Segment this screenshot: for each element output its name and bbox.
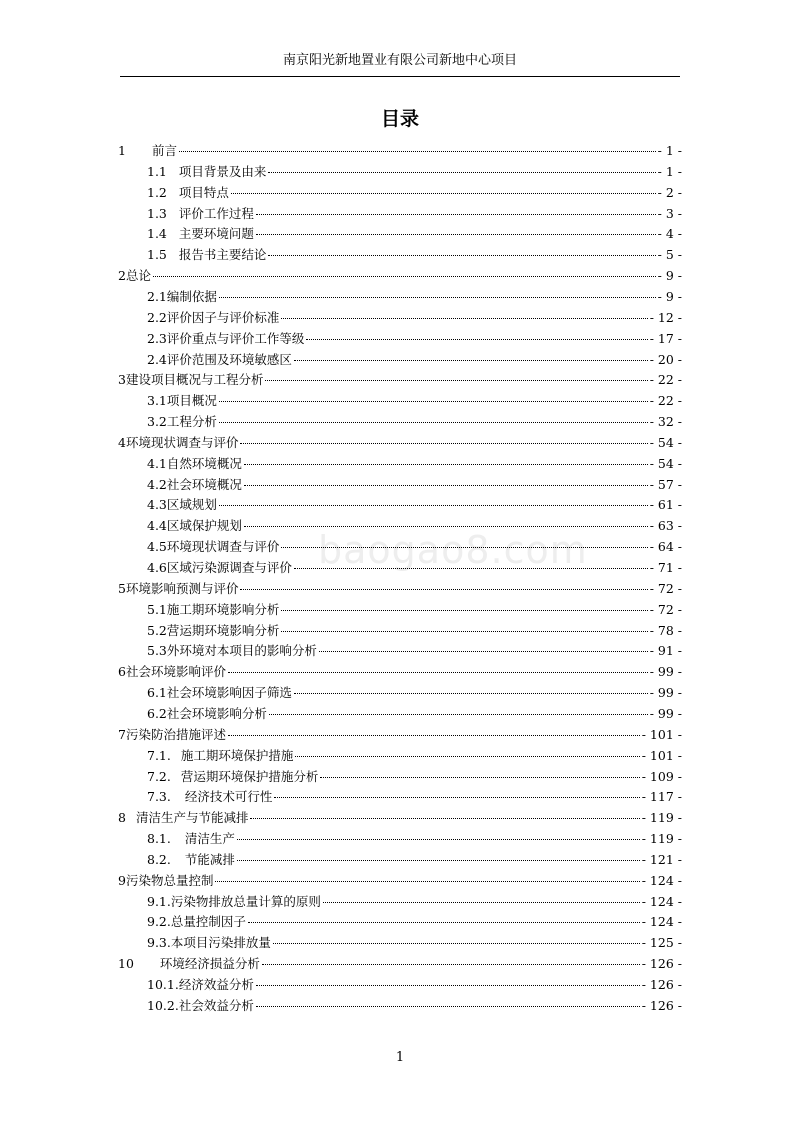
- toc-entry-label: [118, 808, 248, 828]
- toc-entry-page: - 124 -: [641, 914, 682, 930]
- toc-entry[interactable]: [147, 892, 682, 912]
- toc-entry-page: - 32 -: [649, 414, 682, 430]
- toc-dot-leader: [228, 735, 640, 736]
- toc-entry-page: - 1 -: [657, 163, 682, 179]
- toc-entry-title: 施工期环境保护措施: [180, 747, 294, 763]
- toc-dot-leader: [295, 756, 639, 757]
- toc-dot-leader: [294, 360, 648, 361]
- toc-entry-number: 9.3.: [147, 935, 171, 951]
- toc-entry-label: [147, 412, 217, 432]
- toc-dot-leader: [265, 380, 647, 381]
- toc-dot-leader: [281, 318, 647, 319]
- toc-entry-label: [118, 954, 260, 974]
- toc-dot-leader: [269, 714, 648, 715]
- toc-entry-number: 1.3: [147, 205, 167, 221]
- toc-entry[interactable]: [147, 641, 682, 661]
- toc-entry-label: [118, 871, 213, 891]
- toc-entry-title: 编制依据: [166, 288, 217, 304]
- toc-entry-page: - 78 -: [649, 622, 682, 638]
- toc-dot-leader: [237, 839, 640, 840]
- toc-entry[interactable]: [147, 350, 682, 370]
- toc-entry-number: 5.3: [147, 643, 167, 659]
- toc-entry-label: [147, 350, 292, 370]
- toc-entry[interactable]: [147, 767, 682, 787]
- toc-entry-label: [118, 370, 263, 390]
- toc-entry-label: [147, 454, 242, 474]
- toc-entry-page: - 9 -: [657, 268, 682, 284]
- toc-entry-label: [147, 829, 235, 849]
- toc-entry-label: [147, 621, 279, 641]
- toc-entry-page: - 64 -: [649, 539, 682, 555]
- toc-entry-number: 8.1.: [147, 831, 171, 847]
- toc-entry[interactable]: [147, 787, 682, 807]
- toc-entry-number: 7.1.: [147, 747, 171, 763]
- toc-entry-page: - 99 -: [649, 705, 682, 721]
- toc-entry[interactable]: [147, 996, 682, 1016]
- toc-entry-label: [147, 850, 235, 870]
- toc-entry-label: [147, 683, 292, 703]
- toc-dot-leader: [306, 339, 647, 340]
- toc-entry-title: 工程分析: [166, 414, 217, 430]
- toc-entry[interactable]: [147, 746, 682, 766]
- toc-entry[interactable]: [147, 850, 682, 870]
- toc-entry-number: 3: [118, 372, 126, 388]
- toc-entry-number: 2.4: [147, 351, 167, 367]
- toc-entry[interactable]: [118, 433, 682, 453]
- toc-dot-leader: [323, 902, 640, 903]
- toc-entry-title: 清洁生产: [184, 831, 235, 847]
- toc-entry-title: 污染防治措施评述: [125, 726, 226, 742]
- toc-entry-number: 6.2: [147, 705, 167, 721]
- toc-entry-title: 评价范围及环境敏感区: [166, 351, 292, 367]
- toc-entry-page: - 63 -: [649, 518, 682, 534]
- toc-entry-number: 1.4: [147, 226, 167, 242]
- toc-entry-page: - 126 -: [641, 997, 682, 1013]
- toc-entry-page: - 125 -: [641, 935, 682, 951]
- toc-entry[interactable]: [118, 871, 682, 891]
- toc-dot-leader: [237, 860, 640, 861]
- toc-entry-label: [147, 892, 321, 912]
- toc-entry-number: 4.1: [147, 455, 167, 471]
- toc-entry[interactable]: [147, 162, 682, 182]
- toc-entry-title: 清洁生产与节能减排: [135, 810, 249, 826]
- toc-entry-number: 9.2.: [147, 914, 171, 930]
- toc-dot-leader: [256, 234, 656, 235]
- toc-entry-title: 社会环境概况: [166, 476, 242, 492]
- toc-entry-label: [147, 475, 242, 495]
- toc-entry-page: - 72 -: [649, 601, 682, 617]
- toc-entry-title: 环境现状调查与评价: [166, 539, 280, 555]
- toc-entry-title: 区域规划: [166, 497, 217, 513]
- toc-entry-page: - 22 -: [649, 393, 682, 409]
- toc-entry-title: 评价重点与评价工作等级: [166, 330, 305, 346]
- toc-entry-label: [147, 933, 271, 953]
- toc-entry-title: 项目背景及由来: [178, 163, 267, 179]
- toc-entry[interactable]: [147, 537, 682, 557]
- toc-dot-leader: [294, 568, 648, 569]
- toc-entry-page: - 121 -: [641, 851, 682, 867]
- toc-entry-page: - 124 -: [641, 872, 682, 888]
- toc-dot-leader: [215, 881, 639, 882]
- toc-entry-title: 外环境对本项目的影响分析: [166, 643, 317, 659]
- toc-entry-number: 10.2.: [147, 997, 179, 1013]
- toc-entry[interactable]: [147, 475, 682, 495]
- toc-entry[interactable]: [118, 808, 682, 828]
- toc-dot-leader: [153, 276, 656, 277]
- toc-entry-title: 评价因子与评价标准: [166, 309, 280, 325]
- toc-entry-title: 社会环境影响因子筛选: [166, 685, 292, 701]
- toc-entry-number: 5: [118, 580, 126, 596]
- toc-entry-page: - 17 -: [649, 330, 682, 346]
- toc-entry[interactable]: [147, 621, 682, 641]
- toc-entry-number: 6.1: [147, 685, 167, 701]
- toc-entry-label: [147, 204, 254, 224]
- toc-dot-leader: [244, 526, 648, 527]
- toc-entry-number: 6: [118, 664, 126, 680]
- toc-dot-leader: [219, 422, 648, 423]
- toc-entry-page: - 2 -: [657, 184, 682, 200]
- toc-entry-page: - 109 -: [641, 768, 682, 784]
- toc-dot-leader: [250, 818, 639, 819]
- toc-entry-page: - 9 -: [657, 288, 682, 304]
- header-text: 南京阳光新地置业有限公司新地中心项目: [282, 53, 517, 68]
- toc-entry-page: - 101 -: [641, 747, 682, 763]
- toc-entry-label: [147, 704, 267, 724]
- toc-entry[interactable]: [147, 558, 682, 578]
- toc-entry-page: - 22 -: [649, 372, 682, 388]
- toc-entry-title: 总量控制因子: [170, 914, 246, 930]
- toc-entry-title: 营运期环境影响分析: [166, 622, 280, 638]
- toc-entry[interactable]: [147, 245, 682, 265]
- toc-entry-label: [147, 600, 279, 620]
- toc-entry-number: 4.5: [147, 539, 167, 555]
- toc-entry-title: 污染物排放总量计算的原则: [170, 893, 321, 909]
- toc-entry-label: [118, 433, 238, 453]
- toc-entry-number: 4.4: [147, 518, 167, 534]
- toc-entry-number: 9.1.: [147, 893, 171, 909]
- toc-entry-label: [147, 308, 279, 328]
- toc-entry-title: 环境现状调查与评价: [125, 434, 239, 450]
- toc-entry-page: - 101 -: [641, 726, 682, 742]
- toc-dot-leader: [281, 631, 647, 632]
- toc-entry[interactable]: [118, 579, 682, 599]
- toc-entry-title: 本项目污染排放量: [170, 935, 271, 951]
- toc-entry-title: 节能减排: [184, 851, 235, 867]
- toc-entry-number: 8: [118, 810, 126, 826]
- toc-entry[interactable]: [147, 912, 682, 932]
- toc-entry-label: [147, 495, 217, 515]
- toc-entry-title: 环境经济损益分析: [159, 956, 260, 972]
- toc-entry-page: - 119 -: [641, 831, 682, 847]
- toc-entry-label: [147, 183, 229, 203]
- toc-entry-page: - 126 -: [641, 956, 682, 972]
- toc-entry-label: [147, 162, 266, 182]
- toc-entry-page: - 126 -: [641, 977, 682, 992]
- toc-entry-label: [147, 516, 242, 536]
- toc-entry-title: 项目概况: [166, 393, 217, 409]
- toc-entry-page: - 5 -: [657, 247, 682, 263]
- toc-dot-leader: [273, 943, 640, 944]
- toc-dot-leader: [244, 464, 648, 465]
- toc-entry-page: - 61 -: [649, 497, 682, 513]
- toc-entry-page: - 3 -: [657, 205, 682, 221]
- toc-entry[interactable]: [147, 329, 682, 349]
- toc-entry-number: 2: [118, 268, 126, 284]
- toc-dot-leader: [244, 485, 648, 486]
- toc-dot-leader: [240, 443, 647, 444]
- toc-dot-leader: [256, 985, 640, 986]
- toc-entry[interactable]: [147, 412, 682, 432]
- toc-entry-number: 1.2: [147, 184, 167, 200]
- toc-entry[interactable]: [118, 725, 682, 745]
- toc-entry-label: [147, 224, 254, 244]
- toc-entry-page: - 119 -: [641, 810, 682, 826]
- toc-entry-number: 3.2: [147, 414, 167, 430]
- toc-entry-number: 4.6: [147, 560, 167, 575]
- toc-entry-number: 5.1: [147, 601, 167, 617]
- toc-dot-leader: [268, 255, 655, 256]
- toc-entry[interactable]: [147, 516, 682, 536]
- toc-entry-title: 区域保护规划: [166, 518, 242, 534]
- toc-entry-page: - 124 -: [641, 893, 682, 909]
- toc-entry[interactable]: [147, 224, 682, 244]
- toc-entry-title: 项目特点: [178, 184, 229, 200]
- toc-entry-number: 7.2.: [147, 768, 171, 784]
- toc-entry[interactable]: [118, 954, 682, 974]
- toc-entry[interactable]: [147, 287, 682, 307]
- toc-entry-number: 5.2: [147, 622, 167, 638]
- toc-entry[interactable]: [147, 704, 682, 724]
- toc-entry-label: [147, 746, 293, 766]
- toc-entry-title: 经济技术可行性: [184, 789, 273, 805]
- toc-entry-label: [147, 787, 272, 807]
- toc-entry-title: 营运期环境保护措施分析: [180, 768, 319, 784]
- toc-dot-leader: [256, 214, 656, 215]
- toc-entry[interactable]: [147, 975, 682, 995]
- toc-dot-leader: [294, 693, 648, 694]
- toc-entry[interactable]: [147, 204, 682, 224]
- toc-dot-leader: [240, 589, 647, 590]
- page-footer: [0, 1050, 800, 1065]
- toc-entry-title: 主要环境问题: [178, 226, 254, 242]
- toc-entry-number: 3.1: [147, 393, 167, 409]
- toc-entry-page: - 12 -: [649, 309, 682, 325]
- toc-entry-title: 环境影响预测与评价: [125, 580, 239, 596]
- toc-entry-label: [147, 996, 254, 1016]
- toc-entry-number: 4.2: [147, 476, 167, 492]
- toc-entry[interactable]: [118, 266, 682, 286]
- toc-entry-label: [147, 767, 318, 787]
- toc-entry-number: 9: [118, 872, 126, 888]
- toc-entry-title: 社会效益分析: [178, 997, 254, 1013]
- toc-entry-page: - 4 -: [657, 226, 682, 242]
- toc-dot-leader: [281, 547, 647, 548]
- toc-entry-page: - 99 -: [649, 685, 682, 701]
- toc-entry-page: - 57 -: [649, 476, 682, 492]
- toc-entry[interactable]: [118, 662, 682, 682]
- toc-entry-page: - 99 -: [649, 664, 682, 680]
- toc-entry-page: - 54 -: [649, 434, 682, 450]
- toc-dot-leader: [320, 777, 639, 778]
- toc-dot-leader: [274, 797, 639, 798]
- toc-entry-page: - 91 -: [649, 643, 682, 659]
- toc-entry-title: 建设项目概况与工程分析: [125, 372, 264, 388]
- toc-entry[interactable]: [118, 141, 682, 161]
- toc-entry-page: - 20 -: [649, 351, 682, 367]
- toc-entry-label: [118, 266, 151, 286]
- toc-entry-label: [147, 558, 292, 578]
- toc-entry-page: - 117 -: [641, 789, 682, 805]
- toc-entry[interactable]: [147, 454, 682, 474]
- toc-entry[interactable]: [118, 370, 682, 390]
- toc-entry[interactable]: [147, 495, 682, 515]
- toc-entry-label: [147, 537, 279, 557]
- toc-entry[interactable]: [147, 683, 682, 703]
- page-number: 1: [395, 1050, 405, 1065]
- toc-entry-page: - 54 -: [649, 455, 682, 471]
- toc-entry-label: [147, 287, 217, 307]
- toc-dot-leader: [179, 151, 656, 152]
- toc-entry-title: 社会环境影响分析: [166, 705, 267, 721]
- toc-dot-leader: [219, 505, 648, 506]
- toc-entry-label: [147, 391, 217, 411]
- toc-entry-label: [147, 329, 304, 349]
- toc-entry-label: [147, 912, 246, 932]
- toc-entry-number: 1.5: [147, 247, 167, 263]
- toc-entry-label: [147, 975, 254, 995]
- toc-entry[interactable]: [147, 829, 682, 849]
- toc-entry[interactable]: [147, 933, 682, 953]
- toc-entry-title: 总论: [125, 268, 151, 284]
- toc-dot-leader: [219, 401, 648, 402]
- toc-dot-leader: [228, 672, 648, 673]
- toc-entry-title: 评价工作过程: [178, 205, 254, 221]
- toc-dot-leader: [248, 922, 640, 923]
- toc-entry[interactable]: [147, 308, 682, 328]
- toc-entry-number: 4: [118, 434, 126, 450]
- toc-entry-title: 经济效益分析: [178, 977, 254, 992]
- toc-dot-leader: [319, 651, 648, 652]
- toc-entry-label: [118, 662, 226, 682]
- toc-entry-title: 施工期环境影响分析: [166, 601, 280, 617]
- toc-dot-leader: [231, 193, 656, 194]
- toc-entry-label: [118, 141, 177, 161]
- toc-entry-title: 区域污染源调查与评价: [166, 560, 292, 575]
- toc-entry-number: 7.3.: [147, 789, 171, 805]
- toc-entry[interactable]: [147, 183, 682, 203]
- toc-entry-number: 1: [118, 143, 126, 158]
- toc-entry-label: [118, 725, 226, 745]
- toc-entry[interactable]: [147, 391, 682, 411]
- toc-entry-title: 前言: [151, 143, 177, 158]
- toc-entry-number: 4.3: [147, 497, 167, 513]
- toc-entry-page: - 1 -: [657, 143, 682, 158]
- toc-dot-leader: [281, 610, 647, 611]
- toc-dot-leader: [268, 172, 655, 173]
- toc-dot-leader: [256, 1006, 640, 1007]
- toc-dot-leader: [219, 297, 656, 298]
- toc-entry-title: 自然环境概况: [166, 455, 242, 471]
- toc-entry-title: 报告书主要结论: [178, 247, 267, 263]
- toc-entry-title: 污染物总量控制: [125, 872, 214, 888]
- toc-entry-number: 8.2.: [147, 851, 171, 867]
- toc-entry-number: 2.2: [147, 309, 167, 325]
- toc-entry-number: 2.3: [147, 330, 167, 346]
- toc-entry-label: [118, 579, 238, 599]
- toc-entry-number: 2.1: [147, 288, 167, 304]
- toc-entry-label: [147, 245, 266, 265]
- toc-dot-leader: [262, 964, 640, 965]
- toc-entry-number: 7: [118, 726, 126, 742]
- toc-entry[interactable]: [147, 600, 682, 620]
- toc-entry-title: 社会环境影响评价: [125, 664, 226, 680]
- page-title: 目录: [380, 108, 419, 130]
- toc-entry-page: - 71 -: [649, 560, 682, 575]
- toc-entry-number: 10.1.: [147, 977, 179, 992]
- toc-entry-number: 10: [118, 956, 134, 972]
- toc-entry-page: - 72 -: [649, 580, 682, 596]
- toc-entry-number: 1.1: [147, 163, 167, 179]
- watermark: baogao8.com: [318, 528, 588, 572]
- toc-entry-label: [147, 641, 317, 661]
